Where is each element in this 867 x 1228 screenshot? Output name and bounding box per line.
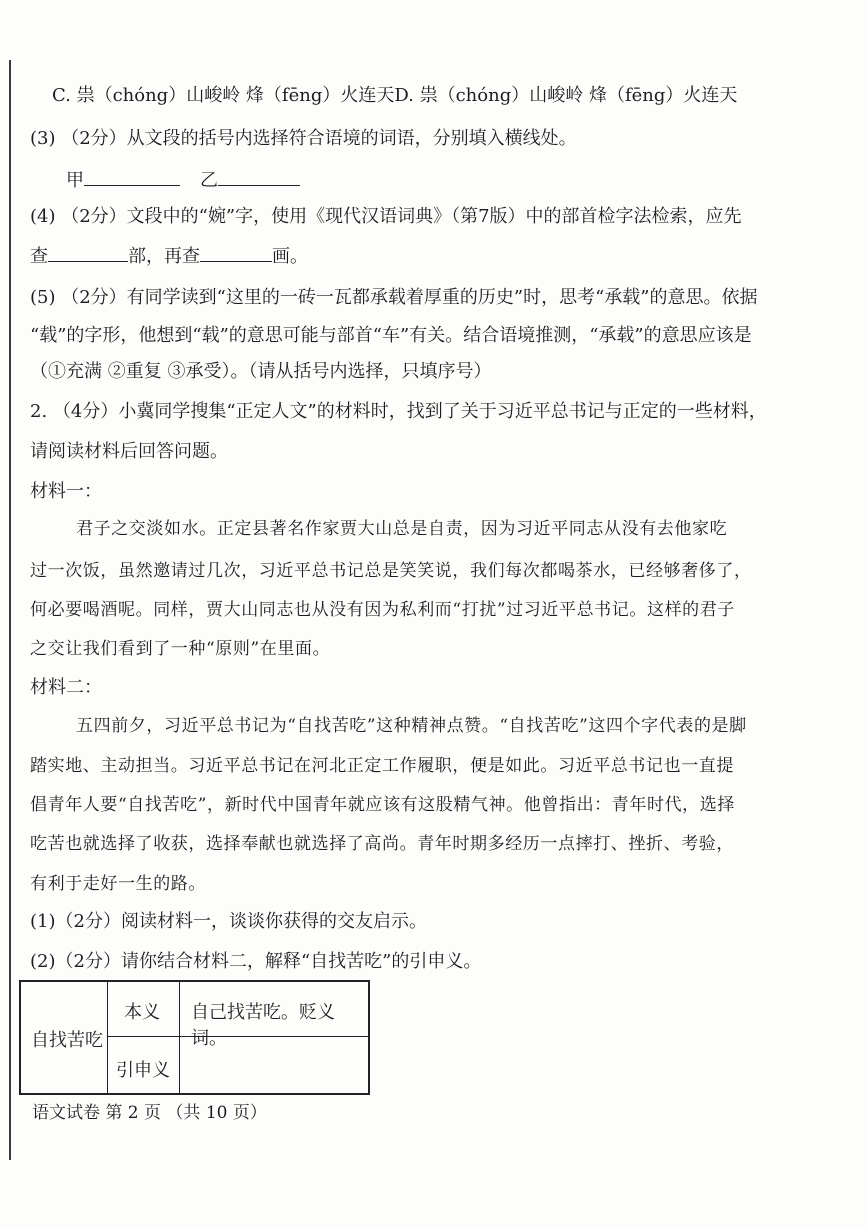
q4-question-line2	[30, 245, 308, 269]
q5-options: ①充满 ②重复 ③承受）。（请从括号内选择，只填序号）	[48, 361, 492, 382]
material1-line: 何必要喝酒呢。同样，贾大山同志也从没有因为私利而“打扰”过习近平总书记。这样的君子	[30, 600, 735, 620]
q5-question-line1: (5) （2分）有同学读到“这里的一砖一瓦都承载着厚重的历史”时，思考“承载”的意思。依据	[30, 287, 758, 308]
q5-question-line2: “载”的字形，他想到“载”的意思可能与部首“车”有关。结合语境推测，“承载”的意思应该是	[30, 325, 752, 346]
material2-label: 材料二：	[30, 677, 102, 698]
material1-label: 材料一：	[30, 481, 102, 502]
q3-yi-blank[interactable]	[218, 169, 300, 186]
q2-question-line1: 2. （4分）小冀同学搜集“正定人文”的材料时，找到了关于习近平总书记与正定的一些材料，	[30, 401, 767, 422]
table-row1-value: 自己找苦吃。贬义词。	[191, 1002, 335, 1049]
q1-option-d: D. 祟（chóng）山峻岭 烽（fēng）火连天	[394, 85, 738, 106]
q3-answer-line	[66, 169, 300, 193]
q4-text-c: 画。	[272, 246, 308, 267]
page-footer: 语文试卷 第 2 页 （共 10 页）	[32, 1103, 267, 1123]
material2-line: 倡青年人要“自找苦吃”，新时代中国青年就应该有这股精气神。他曾指出：青年时代，选择	[30, 795, 735, 815]
table-term: 自找苦吃	[31, 1030, 103, 1051]
sub-question-2: (2)（2分）请你结合材料二，解释“自找苦吃”的引申义。	[30, 951, 482, 972]
material2-line: 吃苦也就选择了收获，选择奉献也就选择了高尚。青年时期多经历一点摔打、挫折、考验，	[30, 834, 734, 854]
table-row2-answer-field[interactable]	[191, 1056, 361, 1084]
table-divider	[179, 982, 180, 1093]
sub-question-1: (1)（2分）阅读材料一，谈谈你获得的交友启示。	[30, 911, 427, 932]
q5-question-line3	[30, 360, 491, 384]
table-divider	[107, 982, 108, 1093]
q4-radical-blank[interactable]	[48, 245, 128, 262]
material1-line: 之交让我们看到了一种“原则”在里面。	[30, 639, 331, 659]
q3-yi-label: 乙	[200, 170, 218, 191]
q4-strokes-blank[interactable]	[200, 245, 272, 262]
material2-line: 五四前夕，习近平总书记为“自找苦吃”这种精神点赞。“自找苦吃”这四个字代表的是脚	[76, 716, 747, 736]
q3-jia-blank[interactable]	[84, 169, 180, 186]
q4-text-b: 部，再查	[128, 246, 200, 267]
table-row1-label: 本义	[124, 1002, 160, 1023]
q2-question-line2: 请阅读材料后回答问题。	[30, 441, 228, 462]
q3-question: (3) （2分）从文段的括号内选择符合语境的词语，分别填入横线处。	[30, 128, 577, 149]
q5-paren-open: （	[30, 361, 48, 382]
binding-margin-line	[9, 60, 11, 1160]
q4-text-a: 查	[30, 246, 48, 267]
q1-option-c: C. 祟（chóng）山峻岭 烽（fēng）火连天	[52, 85, 395, 106]
material2-line: 有利于走好一生的路。	[30, 874, 206, 894]
meaning-table	[19, 980, 370, 1095]
material1-line: 过一次饭，虽然邀请过几次，习近平总书记总是笑笑说，我们每次都喝茶水，已经够奢侈了，	[30, 561, 752, 581]
material2-line: 踏实地、主动担当。习近平总书记在河北正定工作履职，便是如此。习近平总书记也一直提	[30, 756, 734, 776]
material1-line: 君子之交淡如水。正定县著名作家贾大山总是自责，因为习近平同志从没有去他家吃	[76, 519, 728, 539]
q4-question-line1: (4) （2分）文段中的“婉”字，使用《现代汉语词典》（第7版）中的部首检字法检索，应先	[30, 206, 742, 227]
q3-jia-label: 甲	[66, 170, 84, 191]
table-row2-label: 引申义	[116, 1060, 170, 1081]
q1-options-line	[52, 84, 737, 108]
